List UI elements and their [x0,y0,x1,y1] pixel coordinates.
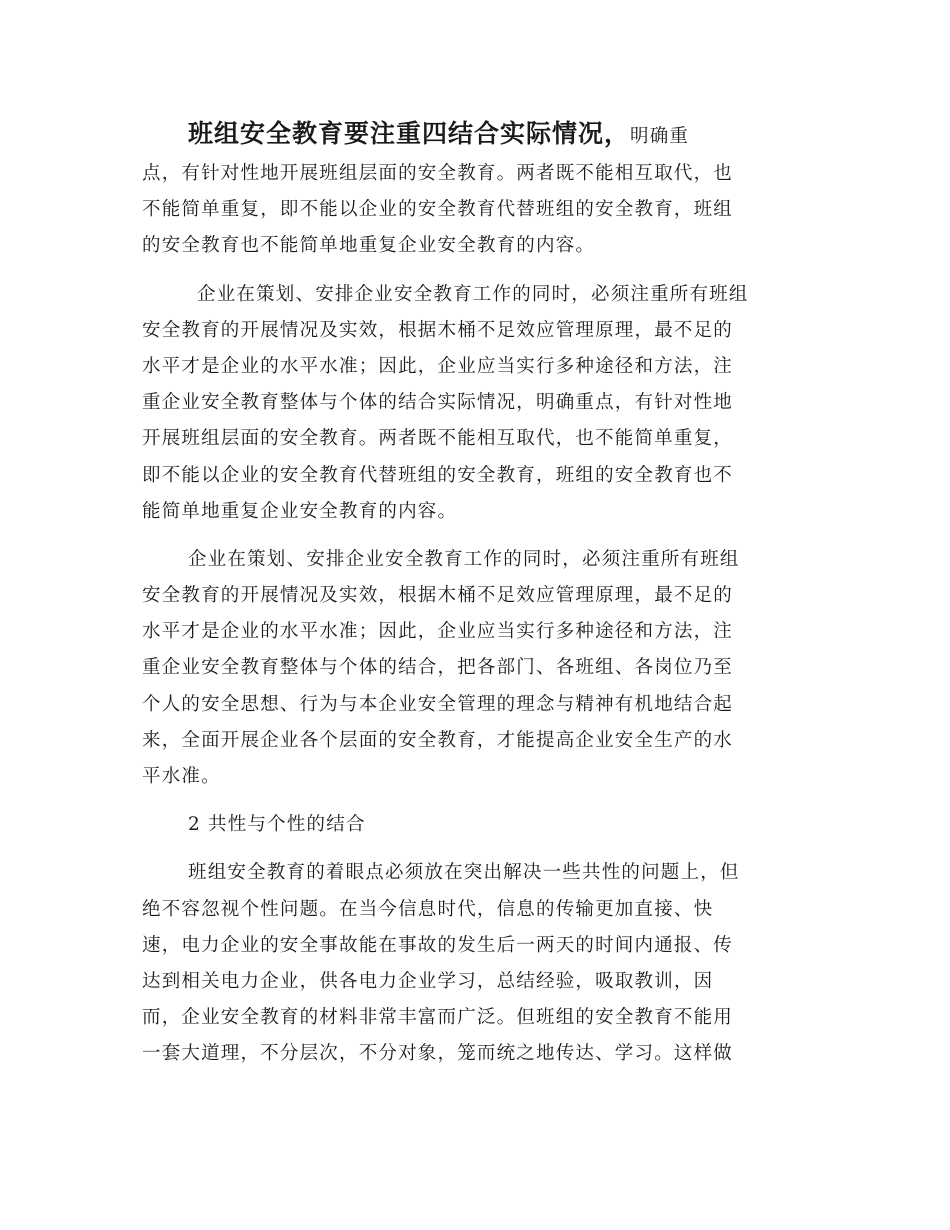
paragraph-3 [142,542,798,795]
paragraph-line: 而，企业安全教育的材料非常丰富而广泛。但班组的安全教育不能用 [142,1007,734,1029]
paragraph-line: 开展班组层面的安全教育。两者既不能相互取代，也不能简单重复， [142,428,734,450]
paragraph-line: 安全教育的开展情况及实效，根据木桶不足效应管理原理，最不足的 [142,585,734,607]
paragraph-line: 绝不容忽视个性问题。在当今信息时代，信息的传输更加直接、快 [142,898,714,920]
paragraph-line: 企业在策划、安排企业安全教育工作的同时，必须注重所有班组 [188,548,740,570]
paragraph-line: 平水准。 [142,766,221,787]
document-page [142,112,798,1073]
paragraph-gap [142,265,798,277]
paragraph-line: 来，全面开展企业各个层面的安全教育，才能提高企业安全生产的水 [142,729,734,751]
paragraph-gap [142,843,798,855]
section-title: 2 共性与个性的结合 [188,814,366,836]
document-heading [142,112,798,156]
paragraph-gap [142,795,798,807]
paragraph-line: 企业在策划、安排企业安全教育工作的同时，必须注重所有班组 [197,283,749,305]
paragraph-line: 重企业安全教育整体与个体的结合实际情况，明确重点，有针对性地 [142,392,734,414]
heading-bold-text: 班组安全教育要注重四结合实际情况， [188,119,631,148]
paragraph-4 [142,855,798,1072]
paragraph-line: 即不能以企业的安全教育代替班组的安全教育，班组的安全教育也不 [142,464,734,486]
paragraph-line: 速，电力企业的安全事故能在事故的发生后一两天的时间内通报、传 [142,934,734,956]
paragraph-line: 不能简单重复，即不能以企业的安全教育代替班组的安全教育，班组 [142,199,734,221]
paragraph-line: 达到相关电力企业，供各电力企业学习，总结经验，吸取教训，因 [142,970,714,992]
paragraph-line: 一套大道理，不分层次，不分对象，笼而统之地传达、学习。这样做 [142,1043,734,1065]
paragraph-line: 个人的安全思想、行为与本企业安全管理的理念与精神有机地结合起 [142,693,734,715]
paragraph-line: 安全教育的开展情况及实效，根据木桶不足效应管理原理，最不足的 [142,319,734,341]
paragraph-line: 班组安全教育的着眼点必须放在突出解决一些共性的问题上，但 [188,862,740,884]
paragraph-1 [142,156,798,265]
paragraph-line: 能简单地重复企业安全教育的内容。 [142,500,458,522]
paragraph-2 [142,277,798,530]
paragraph-line: 的安全教育也不能简单地重复企业安全教育的内容。 [142,235,596,257]
paragraph-line: 点，有针对性地开展班组层面的安全教育。两者既不能相互取代，也 [142,163,734,184]
heading-tail-text: 明确重 [630,126,690,147]
paragraph-line: 水平才是企业的水平水准；因此，企业应当实行多种途径和方法，注 [142,355,734,377]
paragraph-line: 水平才是企业的水平水准；因此，企业应当实行多种途径和方法，注 [142,621,734,643]
paragraph-gap [142,530,798,542]
paragraph-line: 重企业安全教育整体与个体的结合，把各部门、各班组、各岗位乃至 [142,657,734,679]
